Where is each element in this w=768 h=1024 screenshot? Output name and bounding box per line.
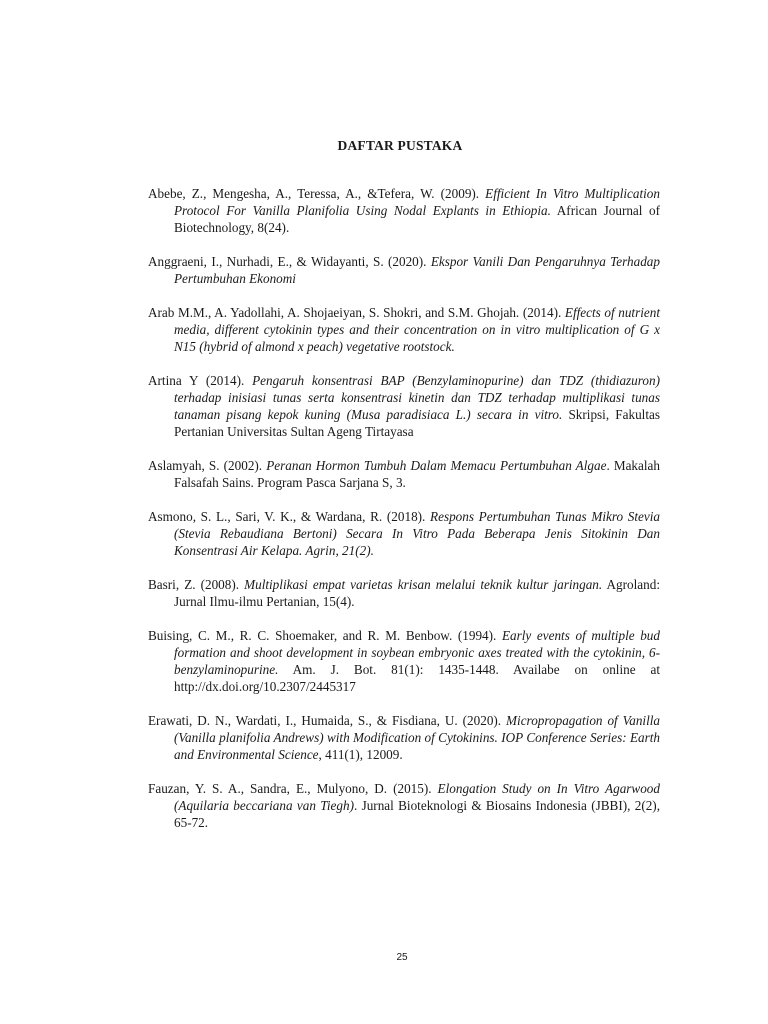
reference-title: Efficient In Vitro Multiplication Protocol For Vanilla Planifolia Using Nodal Explants in Ethiopia. bbox=[174, 186, 660, 219]
reference-title: Peranan Hormon Tumbuh Dalam Memacu Pertumbuhan Algae bbox=[266, 458, 607, 474]
reference-entry bbox=[148, 712, 660, 763]
reference-source: Skripsi, Fakultas Pertanian Universitas Sultan Ageng Tirtayasa bbox=[174, 407, 661, 440]
reference-title: Pengaruh konsentrasi BAP (Benzylaminopurine) dan TDZ (thidiazuron) terhadap inisiasi tunas serta konsentrasi kinetin dan TDZ terhadap multiplikasi tunas tanaman pisang kepok kuning (Musa paradisiaca L.) secara in vitro. bbox=[174, 373, 660, 423]
reference-entry bbox=[148, 457, 660, 491]
reference-source: Agroland: Jurnal Ilmu-ilmu Pertanian, 15(4). bbox=[174, 577, 660, 610]
reference-source: Am. J. Bot. 81(1): 1435-1448. Availabe on online at http://dx.doi.org/10.2307/2445317 bbox=[174, 662, 660, 695]
reference-entry bbox=[148, 304, 660, 355]
reference-source: . Makalah Falsafah Sains. Program Pasca Sarjana S, 3. bbox=[174, 458, 660, 491]
reference-title: Elongation Study on In Vitro Agarwood (Aquilaria beccariana van Tiegh) bbox=[174, 781, 660, 814]
reference-list bbox=[148, 172, 660, 848]
reference-authors: Asmono, S. L., Sari, V. K., & Wardana, R. (2018). bbox=[148, 509, 431, 525]
reference-entry bbox=[148, 780, 660, 831]
reference-entry bbox=[148, 253, 660, 287]
reference-entry bbox=[148, 576, 660, 610]
reference-entry bbox=[148, 508, 660, 559]
reference-title: Effects of nutrient media, different cytokinin types and their concentration on in vitro multiplication of G x N15 (hybrid of almond x peach) vegetative rootstock. bbox=[174, 305, 660, 355]
reference-authors: Basri, Z. (2008). bbox=[148, 577, 245, 593]
reference-authors: Abebe, Z., Mengesha, A., Teressa, A., &Tefera, W. (2009). bbox=[148, 186, 486, 202]
reference-entry bbox=[148, 185, 660, 236]
reference-entry bbox=[148, 627, 660, 695]
reference-title: Early events of multiple bud formation and shoot development in soybean embryonic axes treated with the cytokinin, 6-benzylaminopurine. bbox=[174, 628, 660, 678]
reference-title: Respons Pertumbuhan Tunas Mikro Stevia (Stevia Rebaudiana Bertoni) Secara In Vitro Pada Beberapa Jenis Sitokinin Dan Konsentrasi Air Kelapa. Agrin, 21(2). bbox=[174, 509, 661, 559]
reference-title: Ekspor Vanili Dan Pengaruhnya Terhadap Pertumbuhan Ekonomi bbox=[174, 254, 660, 287]
reference-source: , 411(1), 12009. bbox=[318, 747, 403, 763]
reference-authors: Artina Y (2014). bbox=[148, 373, 253, 389]
reference-authors: Erawati, D. N., Wardati, I., Humaida, S., & Fisdiana, U. (2020). bbox=[148, 713, 507, 729]
page-number: 25 bbox=[396, 952, 408, 963]
reference-title: Micropropagation of Vanilla (Vanilla planifolia Andrews) with Modification of Cytokinins. IOP Conference Series: Earth and Environmental Science bbox=[174, 713, 660, 763]
reference-authors: Anggraeni, I., Nurhadi, E., & Widayanti, S. (2020). bbox=[148, 254, 431, 270]
reference-title: Multiplikasi empat varietas krisan melalui teknik kultur jaringan. bbox=[244, 577, 603, 593]
reference-source: African Journal of Biotechnology, 8(24). bbox=[174, 203, 660, 236]
reference-source: . Jurnal Bioteknologi & Biosains Indonesia (JBBI), 2(2), 65-72. bbox=[174, 798, 660, 831]
reference-authors: Buising, C. M., R. C. Shoemaker, and R. M. Benbow. (1994). bbox=[148, 628, 502, 644]
reference-entry bbox=[148, 372, 660, 440]
reference-authors: Fauzan, Y. S. A., Sandra, E., Mulyono, D. (2015). bbox=[148, 781, 438, 797]
reference-authors: Arab M.M., A. Yadollahi, A. Shojaeiyan, S. Shokri, and S.M. Ghojah. (2014). bbox=[148, 305, 565, 321]
reference-authors: Aslamyah, S. (2002). bbox=[148, 458, 267, 474]
page-title: DAFTAR PUSTAKA bbox=[337, 138, 463, 153]
